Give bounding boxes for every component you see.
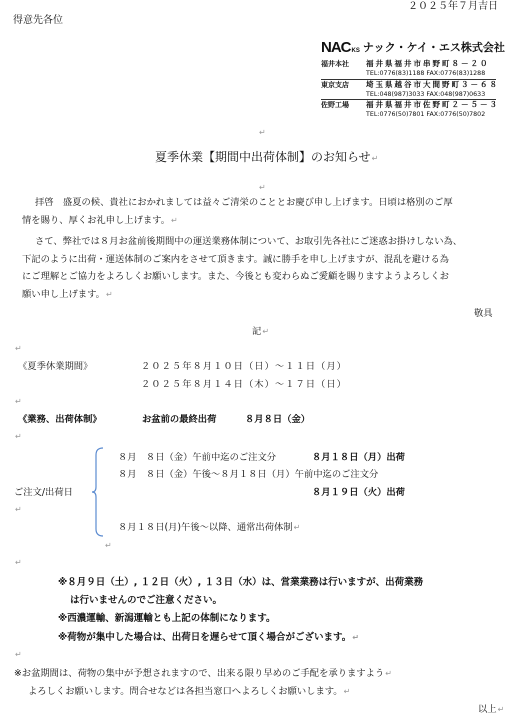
footer-text: よろしくお願いします。問合せなどは各担当窓口へよろしくお願いします。↵ xyxy=(28,686,351,697)
order-row-ship: ８月１８日（月）出荷 xyxy=(312,452,405,463)
paragraph-mark: ↵ xyxy=(15,505,22,514)
recipient: 得意先各位 xyxy=(13,15,63,26)
office-address: 埼玉県越谷市大間野町３－６８ xyxy=(366,80,499,89)
logo-sub: KS xyxy=(351,48,360,54)
company-name: ナック・ケイ・エス株式会社 xyxy=(362,41,505,54)
last-shipment-date: ８月８日（金） xyxy=(245,414,311,425)
last-shipment-text: お盆前の最終出荷 xyxy=(142,414,217,425)
paragraph-mark: ↵ xyxy=(259,183,266,192)
paragraph-mark: ↵ xyxy=(15,558,22,567)
office-label: 福井本社 xyxy=(321,60,349,68)
office-tel: TEL:048(987)3033 FAX:048(987)0633 xyxy=(366,91,486,98)
note-text: ※荷物が集中した場合は、出荷日を遅らせて頂く場合がございます。↵ xyxy=(58,632,359,643)
office-address: 福井県福井市串野町８－２０ xyxy=(366,59,490,68)
document-title: 夏季休業【期間中出荷体制】のお知らせ↵ xyxy=(155,150,379,164)
closing-ijo: 以上↵ xyxy=(478,704,505,715)
body-text: さて、弊社では８月お盆前後期間中の運送業務体制について、お取引先各社にご迷惑お掛けしない為、 xyxy=(35,236,463,247)
office-label: 佐野工場 xyxy=(321,101,349,109)
body-text: 情を賜り、厚くお礼申し上げます。↵ xyxy=(22,215,178,226)
body-text: 下記のように出荷・運送体制のご案内をさせて頂きます。誠に勝手を申し上げますが、混乱を避ける為 xyxy=(22,254,449,265)
body-text: 願い申し上げます。↵ xyxy=(22,289,113,300)
shipping-label: 《業務、出荷体制》 xyxy=(18,414,102,425)
holiday-period: ２０２５年８月１０日（日）～１１日（月） xyxy=(141,361,347,372)
logo-main: NAC xyxy=(321,39,351,56)
office-tel: TEL:0776(50)7801 FAX:0776(50)7802 xyxy=(366,111,486,118)
holiday-period: ２０２５年８月１４日（木）～１７日（日） xyxy=(141,379,347,390)
ki-heading: 記↵ xyxy=(252,326,270,337)
office-tel: TEL:0776(83)1188 FAX:0776(83)1288 xyxy=(366,70,486,77)
order-row-text: ８月１８日(月)午後～以降、通常出荷体制↵ xyxy=(118,522,301,533)
paragraph-mark: ↵ xyxy=(259,128,266,137)
note-text: ※８月９日（土）, １２日（火）, １３日（水）は、営業業務は行いますが、出荷業務 xyxy=(58,577,424,588)
order-row-text: ８月 ８日（金）午後～８月１８日（月）午前中迄のご注文分 xyxy=(118,469,379,480)
closing-keigu: 敬具 xyxy=(474,308,493,319)
order-row-text: ８月 ８日（金）午前中迄のご注文分 xyxy=(118,452,277,463)
paragraph-mark: ↵ xyxy=(15,344,22,353)
paragraph-mark: ↵ xyxy=(105,541,112,550)
body-text: 拝啓 盛夏の候、貴社におかれましては益々ご清栄のこととお慶び申し上げます。日頃は格別のご厚 xyxy=(35,197,453,208)
footer-text: ※お盆期間は、荷物の集中が予想されますので、出来る限り早めのご手配を承りますよう↵ xyxy=(14,668,392,679)
office-address: 福井県福井市佐野町２－５－３ xyxy=(366,100,499,109)
order-label: ご注文/出荷日 xyxy=(14,487,73,498)
note-text: は行いませんのでご注意ください。 xyxy=(70,595,223,606)
paragraph-mark: ↵ xyxy=(15,432,22,441)
holiday-label: 《夏季休業期間》 xyxy=(18,361,93,372)
note-text: ※西濃運輸、新潟運輸とも上記の体制になります。 xyxy=(58,613,276,624)
schedule-bracket xyxy=(92,447,104,537)
office-label: 東京支店 xyxy=(321,81,349,89)
company-logo xyxy=(321,40,505,55)
document-date: ２０２５年７月吉日 xyxy=(408,1,498,12)
body-text: にご理解とご協力をよろしくお願いします。また、今後とも変わらぬご愛顧を賜りますようよろしくお xyxy=(22,271,449,282)
paragraph-mark: ↵ xyxy=(15,650,22,659)
order-row-ship: ８月１９日（火）出荷 xyxy=(312,487,405,498)
paragraph-mark: ↵ xyxy=(15,397,22,406)
